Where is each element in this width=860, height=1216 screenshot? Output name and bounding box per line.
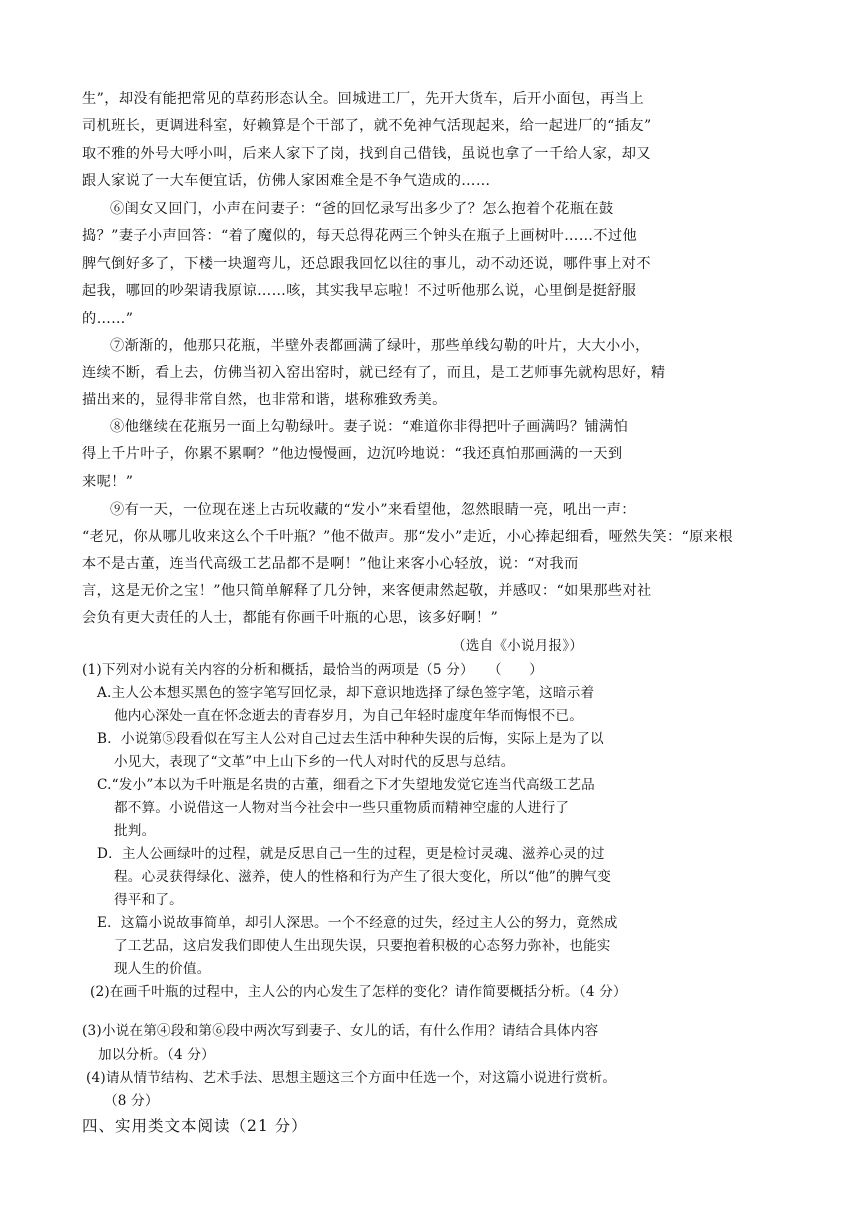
text-line: 的……” <box>82 311 134 327</box>
text-line: ⑥闺女又回门，小声在问妻子：“爸的回忆录写出多少了？怎么抱着个花瓶在鼓 <box>110 201 614 217</box>
text-line: 描出来的，显得非常自然，也非常和谐，堪称雅致秀美。 <box>82 392 447 408</box>
text-line: 起我，哪回的吵架请我原谅……咳，其实我早忘啦！不过听他那么说，心里倒是挺舒服 <box>82 283 637 299</box>
question-4-cont: （8 分） <box>104 1093 159 1109</box>
option-c-cont: 批判。 <box>114 823 156 839</box>
option-c-cont: 都不算。小说借这一人物对当今社会中一些只重物质而精神空虚的人进行了 <box>114 800 570 816</box>
text-line: 捣？”妻子小声回答：“着了魔似的，每天总得花两三个钟头在瓶子上画树叶……不过他 <box>82 228 638 244</box>
question-4: (4)请从情节结构、艺术手法、思想主题这三个方面中任选一个，对这篇小说进行赏析。 <box>86 1070 617 1086</box>
text-line: 来呢！” <box>82 474 134 490</box>
option-a: A.主人公本想买黑色的签字笔写回忆录，却下意识地选择了绿色签字笔，这暗示着 <box>97 685 595 701</box>
option-d-cont: 得平和了。 <box>114 892 183 908</box>
option-b: B．小说第⑤段看似在写主人公对自己过去生活中种种失误的后悔，实际上是为了以 <box>97 731 604 747</box>
text-line: “老兄，你从哪儿收来这么个千叶瓶？”他不做声。那“发小”走近，小心捧起细看，哑然失笑：“原来根 <box>82 529 733 545</box>
text-line: 会负有更大责任的人士，都能有你画千叶瓶的心思，该多好啊！” <box>82 610 499 626</box>
option-d: D．主人公画绿叶的过程，就是反思自己一生的过程，更是检讨灵魂、滋养心灵的过 <box>97 846 605 862</box>
text-line: ⑨有一天，一位现在迷上古玩收藏的“发小”来看望他，忽然眼睛一亮，吼出一声： <box>110 502 636 518</box>
option-e-cont: 了工艺品，这启发我们即使人生出现失误，只要抱着积极的心态努力弥补，也能实 <box>114 938 611 954</box>
text-line: 生”，却没有能把常见的草药形态认全。回城进工厂，先开大货车，后开小面包，再当上 <box>82 91 644 107</box>
text-line: 言，这是无价之宝！”他只简单解释了几分钟，来客便肃然起敬，并感叹：“如果那些对社 <box>82 583 652 599</box>
text-line: 连续不断，看上去，仿佛当初入窑出窑时，就已经有了，而且，是工艺师事先就构思好，精 <box>82 365 666 381</box>
text-line: 得上千片叶子，你累不累啊？”他边慢慢画，边沉吟地说：“我还真怕那画满的一天到 <box>82 446 623 462</box>
option-d-cont: 程。心灵获得绿化、滋养，使人的性格和行为产生了很大变化，所以“他”的脾气变 <box>114 869 612 885</box>
text-line: 脾气倒好多了，下楼一块遛弯儿，还总跟我回忆以往的事儿，动不动还说，哪件事上对不 <box>82 256 651 272</box>
text-line: ⑧他继续在花瓶另一面上勾勒绿叶。妻子说：“难道你非得把叶子画满吗？铺满怕 <box>110 419 629 435</box>
source-note: （选自《小说月报》） <box>452 638 584 654</box>
option-c: C.“发小”本以为千叶瓶是名贵的古董，细看之下才失望地发觉它连当代高级工艺品 <box>97 777 595 793</box>
text-line: ⑦渐渐的，他那只花瓶，半壁外表都画满了绿叶，那些单线勾勒的叶片，大大小小， <box>110 338 650 354</box>
section-heading: 四、实用类文本阅读（21 分） <box>82 1117 308 1135</box>
question-3: (3)小说在第④段和第⑥段中两次写到妻子、女儿的话，有什么作用？请结合具体内容 <box>82 1023 599 1039</box>
option-e-cont: 现人生的价值。 <box>114 961 211 977</box>
text-line: 取不雅的外号大呼小叫，后来人家下了岗，找到自己借钱，虽说也拿了一千给人家，却又 <box>82 146 651 162</box>
question-3-cont: 加以分析。（4 分） <box>98 1047 215 1063</box>
text-line: 司机班长，更调进科室，好赖算是个干部了，就不免神气活现起来，给一起进厂的“插友” <box>82 118 652 134</box>
option-e: E．这篇小说故事简单，却引人深思。一个不经意的过失，经过主人公的努力，竟然成 <box>97 915 618 931</box>
option-b-cont: 小见大，表现了“文革”中上山下乡的一代人对时代的反思与总结。 <box>114 754 515 770</box>
question-2: (2)在画千叶瓶的过程中，主人公的内心发生了怎样的变化？请作简要概括分析。（4 分） <box>90 984 627 1000</box>
text-line: 本不是古董，连当代高级工艺品都不是啊！”他让来客小心轻放，说：“对我而 <box>82 556 579 572</box>
question-1-stem: (1)下列对小说有关内容的分析和概括，最恰当的两项是（5 分） （ ） <box>82 662 544 678</box>
option-a-cont: 他内心深处一直在怀念逝去的青春岁月，为自己年轻时虚度年华而悔恨不已。 <box>114 708 583 724</box>
text-line: 跟人家说了一大车便宜话，仿佛人家困难全是不争气造成的…… <box>82 173 491 189</box>
